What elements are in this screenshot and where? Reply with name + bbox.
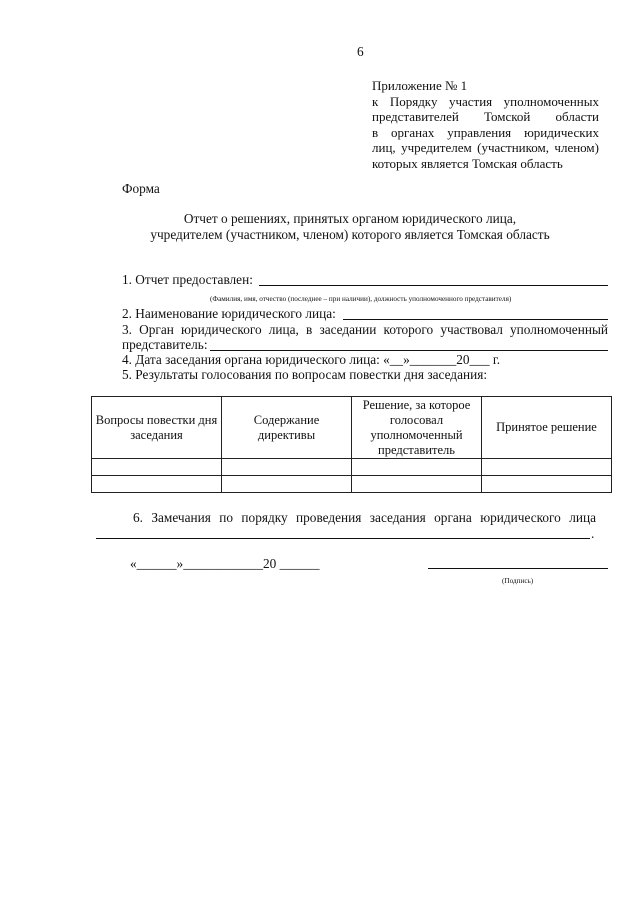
annex-line: лиц, учредителем (участником, членом) — [372, 140, 599, 156]
table-cell[interactable] — [482, 476, 612, 493]
annex-line: в органах управления юридических — [372, 124, 599, 140]
page-number: 6 — [357, 44, 364, 59]
remarks-end: . — [591, 526, 595, 541]
table-row — [92, 476, 612, 493]
report-submitted-hint: (Фамилия, имя, отчество (последнее – при наличии), должность уполномоченного представителя) — [210, 295, 512, 303]
table-cell[interactable] — [482, 459, 612, 476]
meeting-date-label — [122, 352, 500, 367]
table-header-cell: Содержание директивы — [222, 397, 352, 459]
remarks-label: 6. Замечания по порядку проведения заседания органа юридического лица — [133, 510, 596, 525]
annex-line: представителей Томской области — [372, 109, 599, 125]
annex-line: Приложение № 1 — [372, 78, 468, 93]
report-submitted-label: 1. Отчет предоставлен: — [122, 272, 253, 287]
table-header-cell: Принятое решение — [482, 397, 612, 459]
legal-entity-name-label: 2. Наименование юридического лица: — [122, 306, 336, 321]
legal-entity-name-field[interactable] — [343, 319, 608, 320]
table-header-cell: Вопросы повестки дня заседания — [92, 397, 222, 459]
title-line-1: Отчет о решениях, принятых органом юридического лица, — [183, 211, 517, 226]
signature-field[interactable] — [428, 568, 608, 569]
meeting-date-label-text: 4. Дата заседания органа юридического лица: — [122, 352, 380, 367]
table-cell[interactable] — [92, 459, 222, 476]
voting-results-table — [91, 396, 612, 493]
signature-hint: (Подпись) — [502, 577, 534, 585]
legal-entity-body-label: 3. Орган юридического лица, в заседании которого участвовал уполномоченный — [122, 322, 608, 337]
table-cell[interactable] — [352, 459, 482, 476]
document-title — [90, 211, 610, 243]
voting-results-label: 5. Результаты голосования по вопросам повестки дня заседания: — [122, 367, 488, 382]
representative-field[interactable] — [210, 350, 608, 351]
report-submitted-field[interactable] — [259, 285, 608, 286]
annex-line: к Порядку участия уполномоченных — [372, 93, 599, 109]
meeting-date-field[interactable]: «__»_______20___ г. — [383, 352, 501, 367]
title-line-2: учредителем (участником, членом) которого является Томская область — [150, 227, 550, 242]
table-row — [92, 459, 612, 476]
table-cell[interactable] — [222, 459, 352, 476]
annex-block — [372, 78, 599, 172]
table-cell[interactable] — [352, 476, 482, 493]
table-cell[interactable] — [222, 476, 352, 493]
annex-line: которых является Томская область — [372, 155, 563, 171]
table-cell[interactable] — [92, 476, 222, 493]
table-header-cell: Решение, за которое голосовал уполномоченный представитель — [352, 397, 482, 459]
report-date-field[interactable]: «______»____________20 ______ — [130, 556, 320, 571]
representative-label: представитель: — [122, 337, 208, 352]
remarks-field[interactable] — [96, 538, 590, 539]
form-label: Форма — [122, 181, 160, 196]
table-header-row — [92, 397, 612, 459]
